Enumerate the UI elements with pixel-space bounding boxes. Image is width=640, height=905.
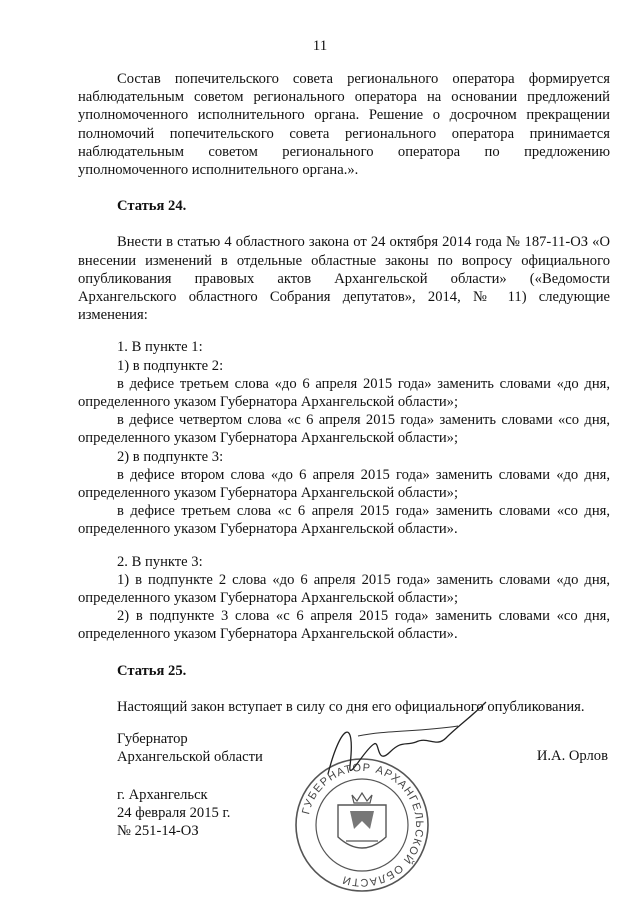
list-item: в дефисе втором слова «до 6 апреля 2015 года» заменить словами «до дня, определенного указом Губернатора Архангельской области»; <box>78 466 610 502</box>
list-item: 1. В пункте 1: <box>117 339 203 356</box>
list-item: 1) в подпункте 2: <box>117 357 224 374</box>
article-25-heading: Статья 25. <box>117 662 187 679</box>
paragraph-council: Состав попечительского совета регионального оператора формируется наблюдательным советом регионального оператора на основании предложений уполномоченного исполнительного органа. Решение о досрочном прекращении полномочий попечительского совета регионального оператора принимается наблюдательным советом регионального оператора по предложению уполномоченного исполнительного органа.». <box>78 71 610 179</box>
signature-title <box>117 730 263 766</box>
signing-city: г. Архангельск <box>117 787 208 803</box>
list-item: 1) в подпункте 2 слова «до 6 апреля 2015 года» заменить словами «до дня, определенного указом Губернатора Архангельской области»; <box>78 571 610 607</box>
signing-details <box>117 786 230 841</box>
article-25-text: Настоящий закон вступает в силу со дня его официального опубликования. <box>117 698 585 715</box>
article-24-heading: Статья 24. <box>117 198 187 215</box>
page-number: 11 <box>312 38 328 54</box>
handwritten-signature <box>318 696 498 796</box>
svg-text:ГУБЕРНАТОР АРХАНГЕЛЬСКОЙ ОБЛАС: ГУБЕРНАТОР АРХАНГЕЛЬСКОЙ ОБЛАСТИ <box>300 761 426 889</box>
list-item: 2) в подпункте 3: <box>117 448 224 465</box>
article-24-intro: Внести в статью 4 областного закона от 24 октября 2014 года № 187-11-ОЗ «О внесении изменений в отдельные областные законы по вопросу официального опубликования правовых актов Архангельской области» («Ведомости Архангельского областного Собрания депутатов», 2014, № 11) следующие изменения: <box>78 234 610 324</box>
signer-title-line2: Архангельской области <box>117 749 263 766</box>
signer-title-line1: Губернатор <box>117 731 188 747</box>
signing-date: 24 февраля 2015 г. <box>117 805 231 822</box>
law-number: № 251-14-ОЗ <box>117 823 199 840</box>
list-item: в дефисе третьем слова «до 6 апреля 2015 года» заменить словами «до дня, определенного указом Губернатора Архангельской области»; <box>78 375 610 411</box>
document-body <box>78 70 610 716</box>
list-item: в дефисе третьем слова «с 6 апреля 2015 года» заменить словами «со дня, определенного указом Губернатора Архангельской области». <box>78 503 610 538</box>
list-item: 2. В пункте 3: <box>117 553 203 570</box>
list-item: в дефисе четвертом слова «с 6 апреля 2015 года» заменить словами «со дня, определенного указом Губернатора Архангельской области»; <box>78 412 610 447</box>
list-item: 2) в подпункте 3 слова «с 6 апреля 2015 года» заменить словами «со дня, определенного указом Губернатора Архангельской области». <box>78 608 610 643</box>
signer-name: И.А. Орлов <box>536 748 608 764</box>
